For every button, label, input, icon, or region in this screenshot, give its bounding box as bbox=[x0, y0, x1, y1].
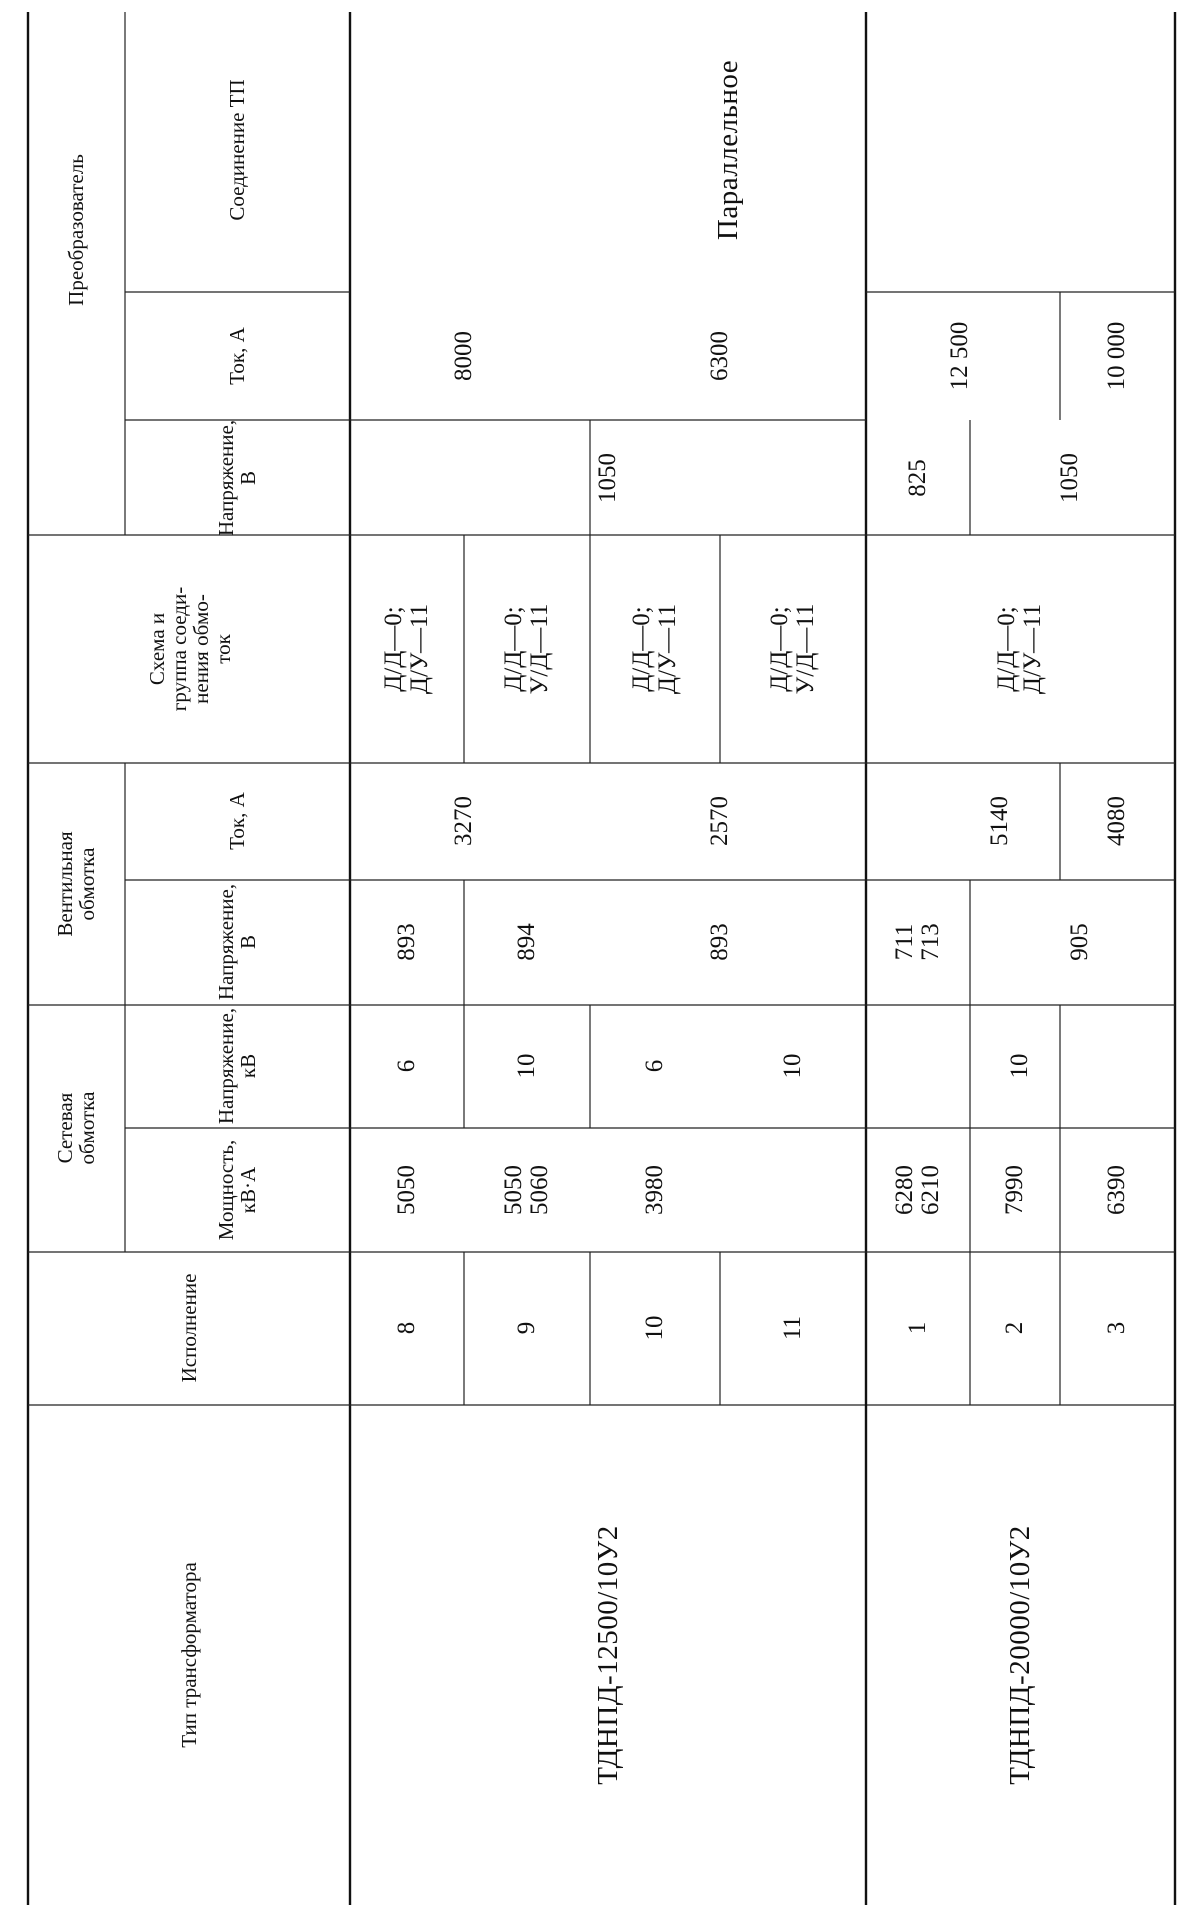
document-page: Преобразователь Соединение ТП Ток, А Напряжение, В Схема и группа соеди- нения обмо- ток Вентильная обмотка Ток, А Напряжение, В Сетевая обмотка Напряжение, кВ Мощность, кВ·А Исполнение Тип трансформатора ТДНПД-12500/10У2 ТДНПД-20000/10У2 8 9 10 11 1 2 3 5050 5050 5060 3980 6280 6210 7990 6390 6 10 6 10 10 893 894 893 711 713 905 3270 2570 5140 4080 Д/Д—0; Д/У—11 Д/Д—0; У/Д—11 Д/Д—0; Д/У—11 Д/Д—0; У/Д—11 Д/Д—0; Д/У—11 1050 825 1050 8000 6300 12 500 10 000 Параллельное bbox=[0, 0, 1198, 1916]
